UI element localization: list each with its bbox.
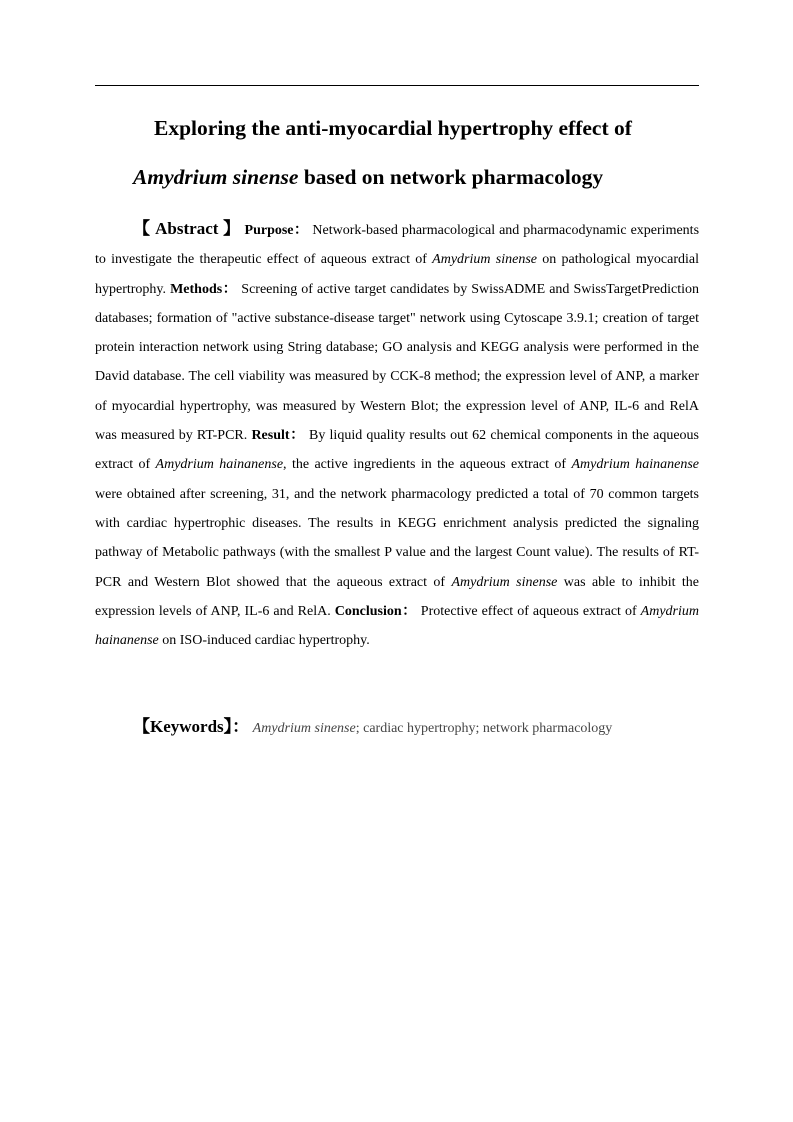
methods-label: Methods： bbox=[170, 281, 238, 297]
result-species-1: Amydrium hainanense bbox=[155, 457, 284, 473]
abstract-heading: 【 Abstract 】 bbox=[133, 219, 241, 238]
keyword-separator: ; bbox=[475, 721, 480, 736]
keyword-separator: ; bbox=[355, 721, 360, 736]
result-label: Result： bbox=[251, 428, 305, 444]
result-text-b: , the active ingredients in the aqueous extract of bbox=[283, 457, 572, 473]
conclusion-species: Amydrium hainanense bbox=[95, 603, 699, 649]
title-line-2-rest: based on network pharmacology bbox=[298, 165, 604, 189]
result-species-3: Amydrium sinense bbox=[451, 574, 558, 590]
result-text-a: By liquid quality results out 62 chemical components in the aqueous extract of bbox=[95, 428, 699, 473]
keywords-line bbox=[95, 712, 699, 743]
result-species-2: Amydrium hainanense bbox=[571, 457, 699, 473]
conclusion-label: Conclusion： bbox=[334, 603, 417, 619]
title-line-2 bbox=[95, 153, 699, 202]
purpose-species: Amydrium sinense bbox=[432, 252, 537, 268]
result-text-c: were obtained after screening, 31, and the network pharmacology predicted a total of 70 common targets with cardiac hypertrophic diseases. The results in KEGG enrichment analysis predicted the signaling pathway of Metabolic pathways (with the smallest P value and the largest Count value). The results of RT-PCR and Western Blot showed that the aqueous extract of bbox=[95, 486, 699, 590]
conclusion-text-a: Protective effect of aqueous extract of bbox=[420, 603, 641, 619]
abstract-paragraph bbox=[95, 214, 699, 655]
result-text-d: was able to inhibit the expression levels of ANP, IL-6 and RelA. bbox=[95, 574, 699, 619]
keyword-2: cardiac hypertrophy bbox=[363, 721, 476, 736]
keywords-heading: 【Keywords】： bbox=[133, 717, 250, 736]
keyword-3: network pharmacology bbox=[482, 721, 613, 736]
keyword-1: Amydrium sinense bbox=[252, 721, 356, 736]
header-rule bbox=[95, 85, 699, 86]
purpose-text-b: on pathological myocardial hypertrophy. bbox=[95, 252, 699, 297]
paper-title bbox=[95, 104, 699, 202]
title-species: Amydrium sinense bbox=[133, 165, 299, 189]
purpose-label: Purpose： bbox=[244, 223, 309, 238]
methods-text: Screening of active target candidates by SwissADME and SwissTargetPrediction databases; formation of "active substance-disease target" network using Cytoscape 3.9.1; creation of target protein interaction network using String database; GO analysis and KEGG analysis were performed in the David database. The cell viability was measured by CCK-8 method; the expression level of ANP, a marker of myocardial hypertrophy, was measured by Western Blot; the expression level of ANP, IL-6 and RelA was measured by RT-PCR. bbox=[95, 281, 699, 444]
conclusion-text-b: on ISO-induced cardiac hypertrophy. bbox=[158, 633, 370, 649]
title-line-1: Exploring the anti-myocardial hypertrophy effect of bbox=[154, 116, 632, 140]
purpose-text-a: Network-based pharmacological and pharmacodynamic experiments to investigate the therapeutic effect of aqueous extract of bbox=[95, 223, 700, 268]
